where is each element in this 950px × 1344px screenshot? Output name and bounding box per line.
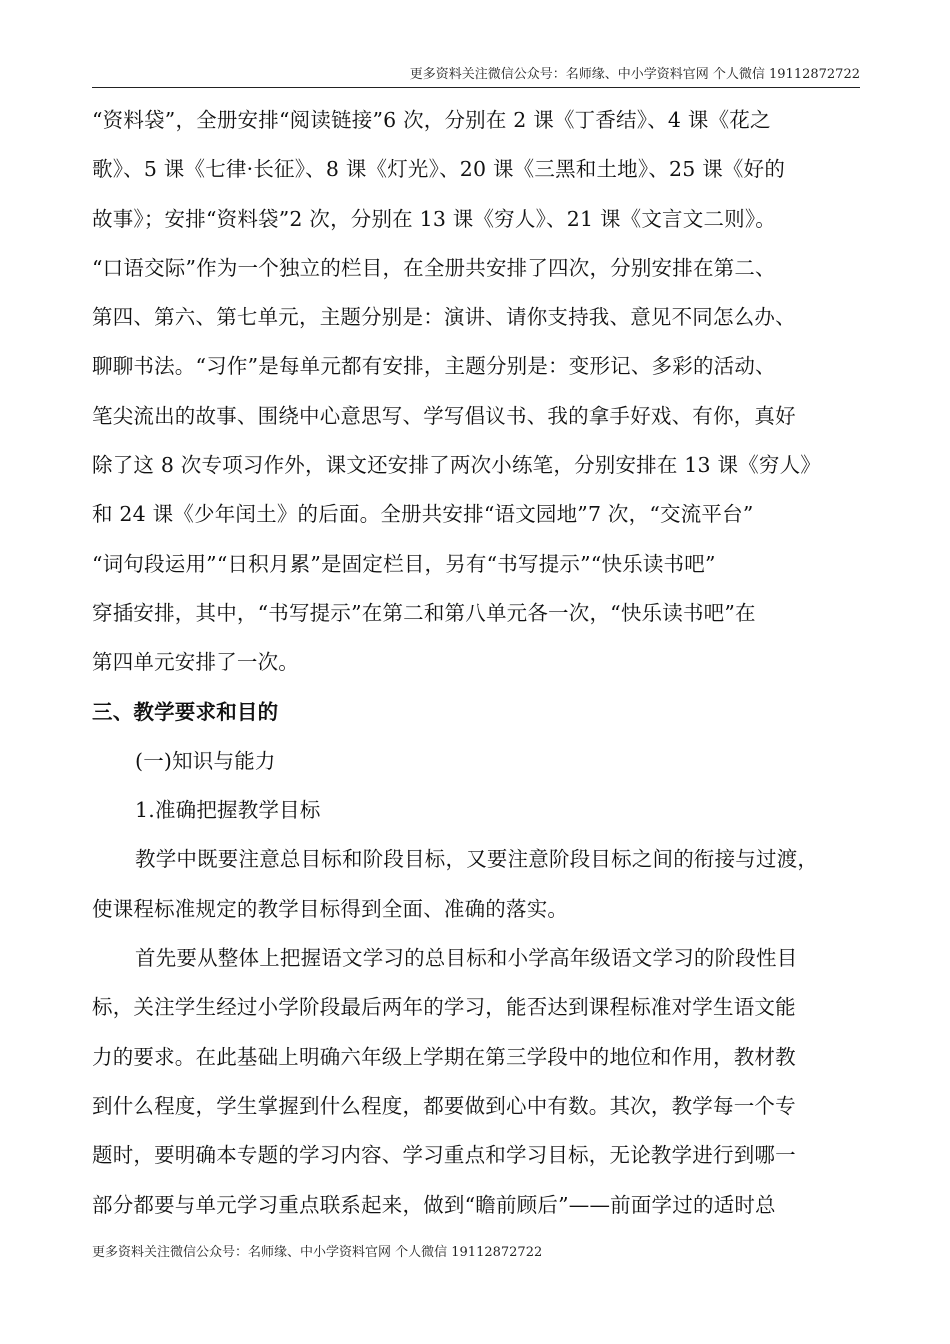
paragraph-start: 首先要从整体上把握语文学习的总目标和小学高年级语文学习的阶段性目 (135, 946, 798, 971)
text-line: 部分都要与单元学习重点联系起来，做到“瞻前顾后”——前面学过的适时总 (92, 1192, 776, 1217)
text-line: 聊聊书法。“习作”是每单元都有安排，主题分别是：变形记、多彩的活动、 (92, 354, 776, 379)
paragraph-start: 教学中既要注意总目标和阶段目标，又要注意阶段目标之间的衔接与过渡， (135, 847, 819, 872)
header-divider (92, 87, 860, 88)
text-line: “资料袋”，全册安排“阅读链接”6 次，分别在 2 课《丁香结》、4 课《花之 (92, 108, 771, 132)
text-line: 到什么程度，学生掌握到什么程度，都要做到心中有数。其次，教学每一个专 (92, 1093, 796, 1118)
document-body (92, 96, 872, 1230)
text-line: “词句段运用”“日积月累”是固定栏目，另有“书写提示”“快乐读书吧” (92, 551, 716, 576)
text-line: 故事》；安排“资料袋”2 次，分别在 13 课《穷人》、21 课《文言文二则》。 (92, 206, 776, 231)
text-line: 笔尖流出的故事、围绕中心意思写、学写倡议书、我的拿手好戏、有你，真好 (92, 403, 796, 428)
text-line: 穿插安排，其中，“书写提示”在第二和第八单元各一次，“快乐读书吧”在 (92, 600, 756, 625)
text-line: 题时，要明确本专题的学习内容、学习重点和学习目标，无论教学进行到哪一 (92, 1143, 796, 1168)
page-footer: 更多资料关注微信公众号：名师缘、中小学资料官网 个人微信 19112872722 (92, 1245, 543, 1260)
subsection-heading: (一)知识与能力 (135, 748, 276, 773)
text-line: 和 24 课《少年闰土》的后面。全册共安排“语文园地”7 次，“交流平台” (92, 502, 754, 527)
text-line: 第四单元安排了一次。 (92, 650, 299, 675)
text-line: 歌》、5 课《七律·长征》、8 课《灯光》、20 课《三黑和土地》、25 课《好的 (92, 157, 786, 182)
text-line: 标，关注学生经过小学阶段最后两年的学习，能否达到课程标准对学生语文能 (92, 995, 796, 1020)
page-header: 更多资料关注微信公众号：名师缘、中小学资料官网 个人微信 19112872722 (409, 67, 860, 82)
text-line: 第四、第六、第七单元，主题分别是：演讲、请你支持我、意见不同怎么办、 (92, 305, 796, 330)
text-line: 除了这 8 次专项习作外，课文还安排了两次小练笔，分别安排在 13 课《穷人》 (92, 453, 821, 478)
text-line: “口语交际”作为一个独立的栏目，在全册共安排了四次，分别安排在第二、 (92, 255, 776, 280)
section-heading: 三、教学要求和目的 (92, 699, 279, 724)
text-line: 使课程标准规定的教学目标得到全面、准确的落实。 (92, 896, 569, 921)
subsection-heading: 1.准确把握教学目标 (135, 798, 321, 823)
text-line: 力的要求。在此基础上明确六年级上学期在第三学段中的地位和作用，教材教 (92, 1044, 796, 1069)
